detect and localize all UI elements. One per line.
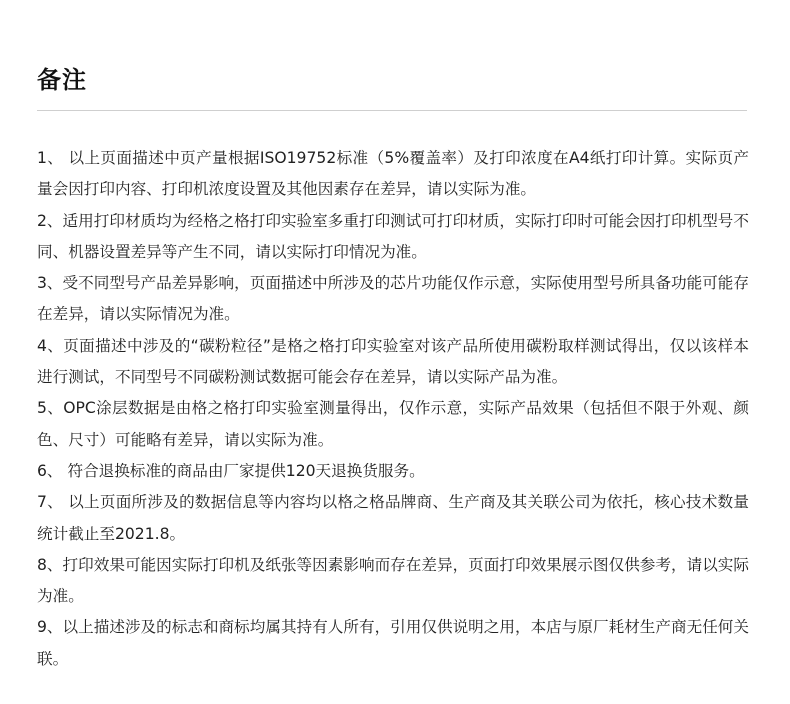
notes-list <box>37 143 749 675</box>
note-item-3: 3、受不同型号产品差异影响，页面描述中所涉及的芯片功能仅作示意，实际使用型号所具备功能可能存在差异，请以实际情况为准。 <box>37 274 749 324</box>
note-item-9: 9、以上描述涉及的标志和商标均属其持有人所有，引用仅供说明之用，本店与原厂耗材生产商无任何关联。 <box>37 618 749 668</box>
title-divider <box>37 110 747 111</box>
note-item-4: 4、页面描述中涉及的“碳粉粒径”是格之格打印实验室对该产品所使用碳粉取样测试得出，仅以该样本进行测试，不同型号不同碳粉测试数据可能会存在差异，请以实际产品为准。 <box>37 336 749 387</box>
note-item-2: 2、适用打印材质均为经格之格打印实验室多重打印测试可打印材质，实际打印时可能会因打印机型号不同、机器设置差异等产生不同，请以实际打印情况为准。 <box>37 211 749 261</box>
note-item-1: 1、 以上页面描述中页产量根据ISO19752标准（5%覆盖率）及打印浓度在A4纸打印计算。实际页产量会因打印内容、打印机浓度设置及其他因素存在差异，请以实际为准。 <box>37 149 749 199</box>
note-item-8: 8、打印效果可能因实际打印机及纸张等因素影响而存在差异，页面打印效果展示图仅供参考，请以实际为准。 <box>37 555 749 606</box>
note-item-7: 7、 以上页面所涉及的数据信息等内容均以格之格品牌商、生产商及其关联公司为依托，核心技术数量统计截止至2021.8。 <box>37 493 749 543</box>
note-item-5: 5、OPC涂层数据是由格之格打印实验室测量得出，仅作示意，实际产品效果（包括但不限于外观、颜色、尺寸）可能略有差异，请以实际为准。 <box>37 399 749 449</box>
note-item-6: 6、 符合退换标准的商品由厂家提供120天退换货服务。 <box>37 461 425 480</box>
page-title: 备注 <box>37 66 87 94</box>
